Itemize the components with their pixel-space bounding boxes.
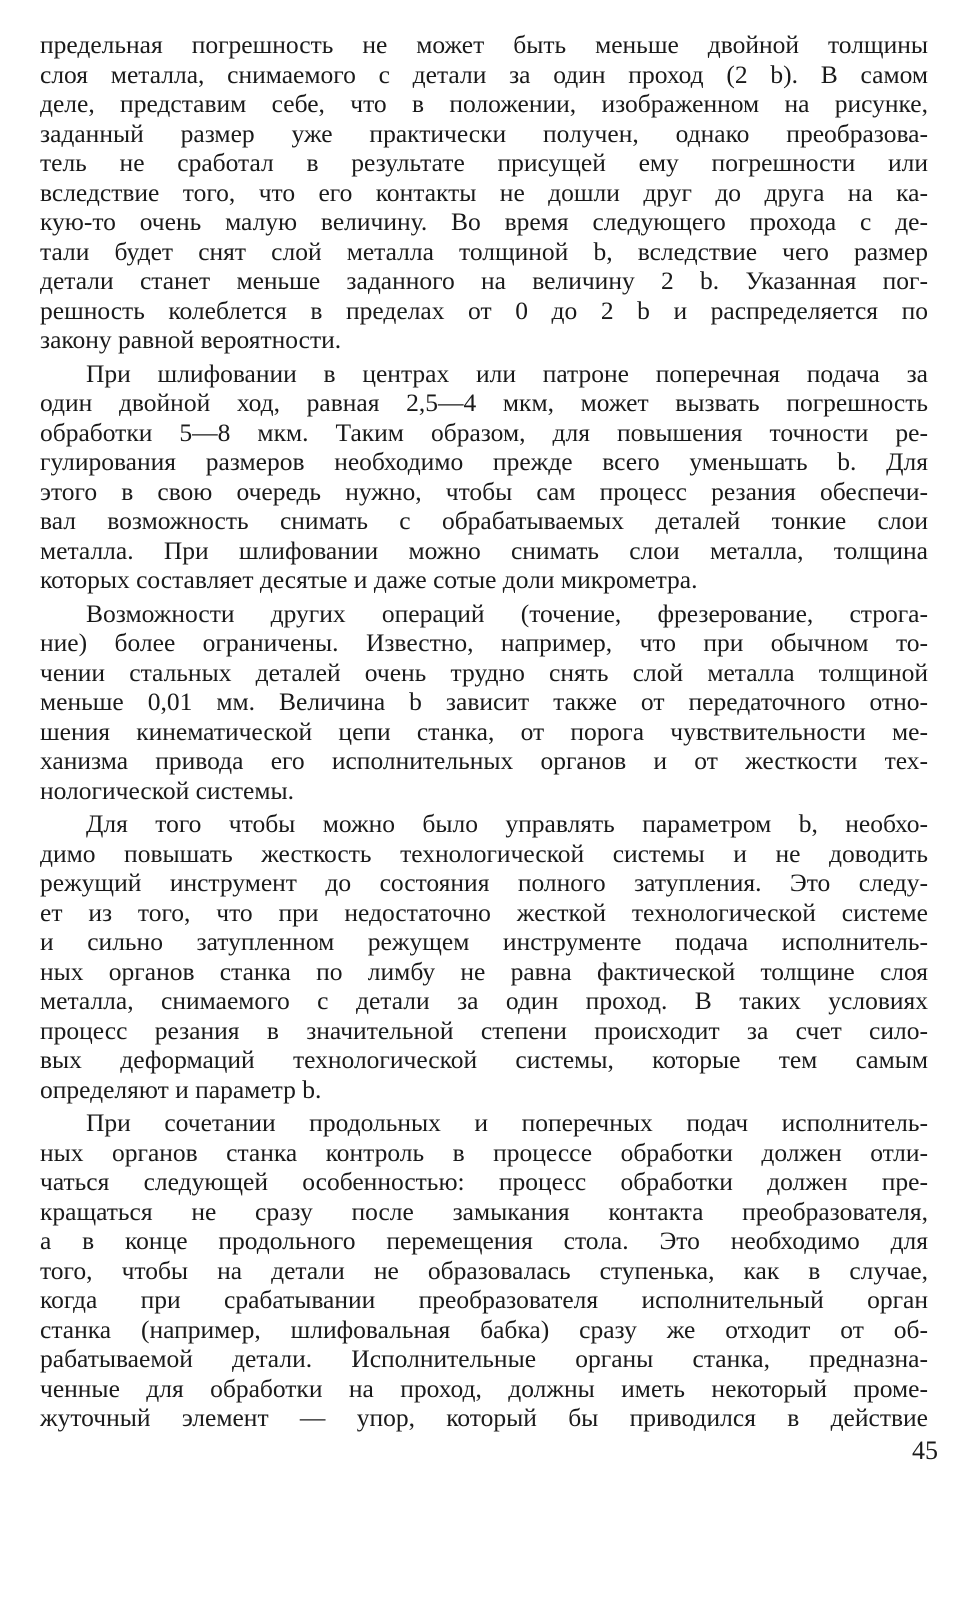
text-line: решность колеблется в пределах от 0 до 2 b и распределяется по [40,295,928,325]
text-line: закону равной вероятности. [40,325,342,354]
text-line: которых составляет десятые и даже сотые доли микрометра. [40,565,698,594]
text-line: вых деформаций технологической системы, которые тем самым [40,1045,928,1074]
paragraph [40,809,928,1104]
text-line: гулирования размеров необходимо прежде всего уменьшать b. Для [40,447,928,476]
page-number: 45 [912,1436,938,1465]
text-line: жуточный элемент — упор, который бы приводился в действие [40,1403,928,1432]
text-line: слоя металла, снимаемого с детали за один проход (2 b). В самом [40,59,928,89]
text-line: шения кинематической цепи станка, от порога чувствительности ме- [40,716,928,746]
text-line: димо повышать жесткость технологической системы и не доводить [40,838,928,868]
text-line: ченные для обработки на проход, должны иметь некоторый проме- [40,1373,928,1403]
text-line: станка (например, шлифовальная бабка) сразу же отходит от об- [40,1314,928,1344]
text-line: один двойной ход, равная 2,5—4 мкм, может вызвать погрешность [40,388,928,417]
text-line: При сочетании продольных и поперечных подач исполнитель- [86,1108,928,1137]
text-line: Возможности других операций (точение, фрезерование, строга- [86,598,928,628]
text-line: Для того чтобы можно было управлять параметром b, необхо- [86,809,928,838]
text-line: кращаться не сразу после замыкания контакта преобразователя, [40,1196,928,1226]
text-line: этого в свою очередь нужно, чтобы сам процесс резания обеспечи- [40,476,928,506]
text-line: вал возможность снимать с обрабатываемых деталей тонкие слои [40,506,928,535]
text-line: предельная погрешность не может быть меньше двойной толщины [40,30,928,59]
text-line: рабатываемой детали. Исполнительные органы станка, предназна- [40,1344,928,1373]
text-line: чаться следующей особенностью: процесс обработки должен пре- [40,1167,928,1196]
text-line: ние) более ограничены. Известно, например, что при обычном то- [40,628,928,657]
text-line: вследствие того, что его контакты не дошли друг до друга на ка- [40,177,928,207]
text-line: заданный размер уже практически получен, однако преобразова- [40,118,928,148]
paragraph [40,599,928,806]
paragraph [40,30,928,355]
text-line: определяют и параметр b. [40,1074,322,1104]
page-body [40,30,928,1437]
text-line: металла, снимаемого с детали за один проход. В таких условиях [40,986,928,1015]
text-line: чении стальных деталей очень трудно снять слой металла толщиной [40,657,928,687]
text-line: нологической системы. [40,775,294,805]
paragraph [40,359,928,595]
text-line: ет из того, что при недостаточно жесткой технологической системе [40,897,928,927]
text-line: детали станет меньше заданного на величину 2 b. Указанная пог- [40,266,928,295]
text-line: тель не сработал в результате присущей ему погрешности или [40,148,928,177]
text-line: обработки 5—8 мкм. Таким образом, для повышения точности ре- [40,417,928,447]
text-line: когда при срабатывании преобразователя исполнительный орган [40,1285,928,1314]
text-line: режущий инструмент до состояния полного затупления. Это следу- [40,868,928,897]
text-line: тали будет снят слой металла толщиной b, вследствие чего размер [40,236,928,266]
paragraph [40,1108,928,1433]
text-line: ных органов станка по лимбу не равна фактической толщине слоя [40,956,928,986]
text-line: кую-то очень малую величину. Во время следующего прохода с де- [40,207,928,236]
text-line: а в конце продольного перемещения стола. Это необходимо для [40,1226,928,1255]
text-line: ных органов станка контроль в процессе обработки должен отли- [40,1137,928,1167]
text-line: При шлифовании в центрах или патроне поперечная подача за [86,358,928,388]
text-line: меньше 0,01 мм. Величина b зависит также от передаточного отно- [40,687,928,716]
text-line: того, чтобы на детали не образовалась ступенька, как в случае, [40,1255,928,1285]
text-line: ханизма привода его исполнительных органов и от жесткости тех- [40,746,928,775]
text-line: деле, представим себе, что в положении, изображенном на рисунке, [40,89,928,118]
text-line: процесс резания в значительной степени происходит за счет сило- [40,1015,928,1045]
text-line: металла. При шлифовании можно снимать слои металла, толщина [40,535,928,565]
text-line: и сильно затупленном режущем инструменте подача исполнитель- [40,927,928,956]
